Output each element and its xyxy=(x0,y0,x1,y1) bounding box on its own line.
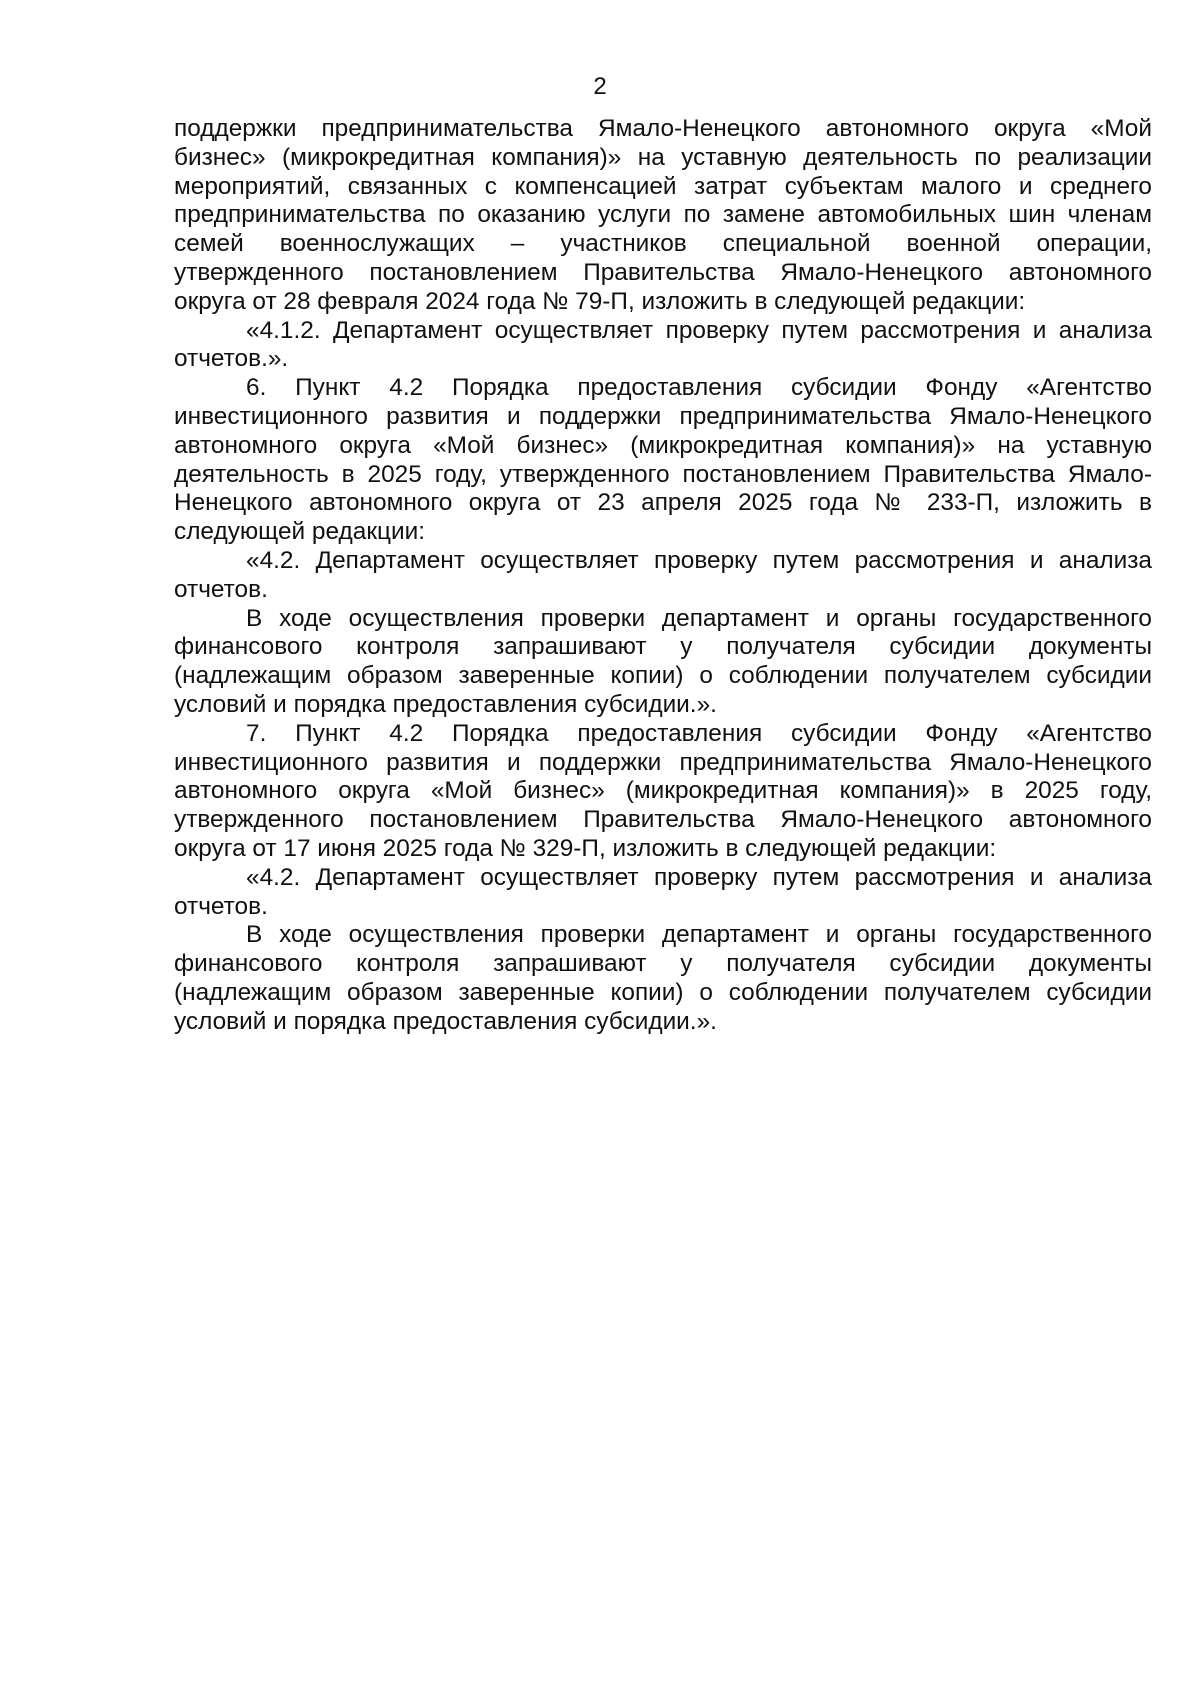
paragraph-quote-4-1-2: «4.1.2. Департамент осуществляет проверку путем рассмотрения и анализа отчетов.». xyxy=(174,316,1152,373)
page-number: 2 xyxy=(593,73,607,100)
paragraph-quote-4-2-a-cont: В ходе осуществления проверки департамент и органы государственного финансового контроля запрашивают у получателя субсидии документы (надлежащим образом заверенные копии) о соблюдении получателем субсидии условий и порядка предоставления субсидии.». xyxy=(174,604,1152,718)
paragraph-quote-4-2-a: «4.2. Департамент осуществляет проверку путем рассмотрения и анализа отчетов. xyxy=(174,546,1152,603)
paragraph-item-7: 7. Пункт 4.2 Порядка предоставления субсидии Фонду «Агентство инвестиционного развития и поддержки предпринимательства Ямало-Ненецкого автономного округа «Мой бизнес» (микрокредитная компания)» в 2025 году, утвержденного постановлением Правительства Ямало-Ненецкого автономного округа от 17 июня 2025 года № 329-П, изложить в следующей редакции: xyxy=(174,719,1152,862)
paragraph-continuation: поддержки предпринимательства Ямало-Ненецкого автономного округа «Мой бизнес» (микрокредитная компания)» на уставную деятельность по реализации мероприятий, связанных с компенсацией затрат субъектам малого и среднего предпринимательства по оказанию услуги по замене автомобильных шин членам семей военнослужащих – участников специальной военной операции, утвержденного постановлением Правительства Ямало-Ненецкого автономного округа от 28 февраля 2024 года № 79-П, изложить в следующей редакции: xyxy=(174,115,1152,315)
paragraph-item-6: 6. Пункт 4.2 Порядка предоставления субсидии Фонду «Агентство инвестиционного развития и поддержки предпринимательства Ямало-Ненецкого автономного округа «Мой бизнес» (микрокредитная компания)» на уставную деятельность в 2025 году, утвержденного постановлением Правительства Ямало-Ненецкого автономного округа от 23 апреля 2025 года № 233-П, изложить в следующей редакции: xyxy=(174,374,1152,546)
paragraph-quote-4-2-b-cont: В ходе осуществления проверки департамент и органы государственного финансового контроля запрашивают у получателя субсидии документы (надлежащим образом заверенные копии) о соблюдении получателем субсидии условий и порядка предоставления субсидии.». xyxy=(174,921,1152,1035)
document-body xyxy=(174,115,1152,1037)
paragraph-quote-4-2-b: «4.2. Департамент осуществляет проверку путем рассмотрения и анализа отчетов. xyxy=(174,863,1152,920)
